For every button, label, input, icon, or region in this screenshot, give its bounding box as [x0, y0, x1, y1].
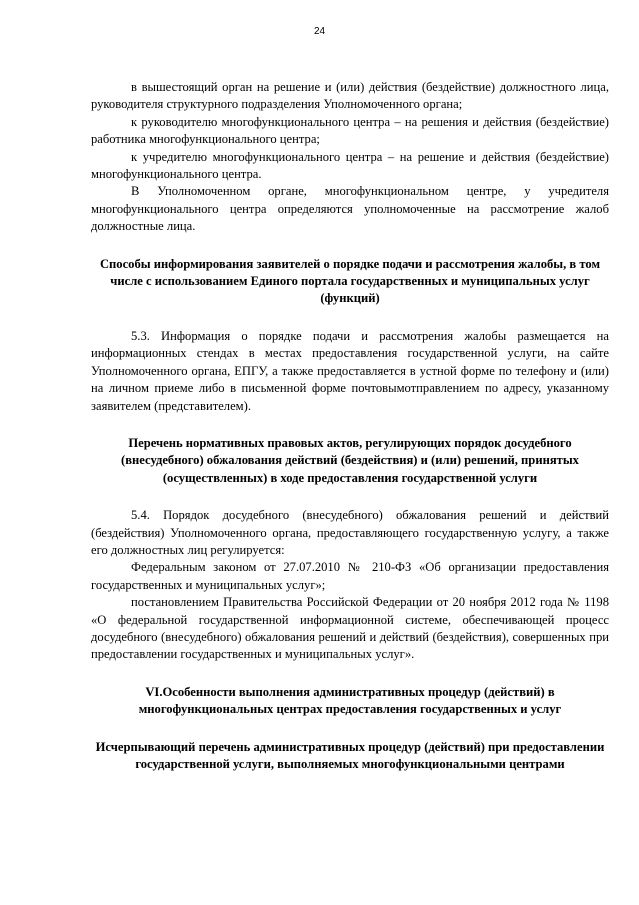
paragraph-appeal-higher-body: в вышестоящий орган на решение и (или) действия (бездействие) должностного лица, руководителя структурного подразделения Уполномоченного органа;	[91, 80, 609, 112]
section-heading-informing-methods: Способы информирования заявителей о порядке подачи и рассмотрения жалобы, в том числе с использованием Единого портала государственных и муниципальных услуг (функций)	[99, 256, 601, 306]
paragraph-government-decree: постановлением Правительства Российской Федерации от 20 ноября 2012 года № 1198 «О федеральной государственной информационной системе, обеспечивающей процесс досудебного (внесудебного) обжалования решений и действий (бездействия), совершенных при предоставлении государственных и муниципальных услуг».	[91, 595, 609, 662]
section-heading-legal-acts: Перечень нормативных правовых актов, регулирующих порядок досудебного (внесудебного) обжалования действий (бездействия) и (или) решений, принятых (осуществленных) в ходе предоставления государственной услуги	[121, 435, 579, 485]
section-heading-procedures-list: Исчерпывающий перечень административных процедур (действий) при предоставлении государственной услуги, выполняемых многофункциональными центрами	[95, 739, 605, 771]
paragraph-5-4: 5.4. Порядок досудебного (внесудебного) обжалования решений и действий (бездействия) Уполномоченного органа, предоставляющего государственную услугу, а также его должностных лиц регулируется:	[91, 508, 609, 557]
paragraph-appeal-mfc-founder: к учредителю многофункционального центра – на решение и действия (бездействие) многофункционального центра.	[91, 149, 609, 182]
paragraph-appeal-mfc-head: к руководителю многофункционального центра – на решения и действия (бездействие) работника многофункционального центра;	[91, 114, 609, 147]
paragraph-5-3: 5.3. Информация о порядке подачи и рассмотрения жалобы размещается на информационных стендах в местах предоставления государственной услуги, на сайте Уполномоченного органа, ЕПГУ, а также предоставляется в устной форме по телефону и (или) на личном приеме либо в письменной форме почтовымотправлением по адресу, указанному заявителем (представителем).	[91, 328, 609, 413]
document-body	[91, 79, 609, 773]
paragraph-responsible-officials: В Уполномоченном органе, многофункциональном центре, у учредителя многофункционального центра определяются уполномоченные на рассмотрение жалоб должностные лица.	[91, 184, 609, 234]
page-number: 24	[313, 26, 326, 37]
chapter-heading-vi: VI.Особенности выполнения административных процедур (действий) в многофункциональных центрах предоставления государственных и услуг	[138, 684, 562, 717]
paragraph-federal-law: Федеральным законом от 27.07.2010 № 210-ФЗ «Об организации предоставления государственных и муниципальных услуг»;	[91, 560, 609, 592]
